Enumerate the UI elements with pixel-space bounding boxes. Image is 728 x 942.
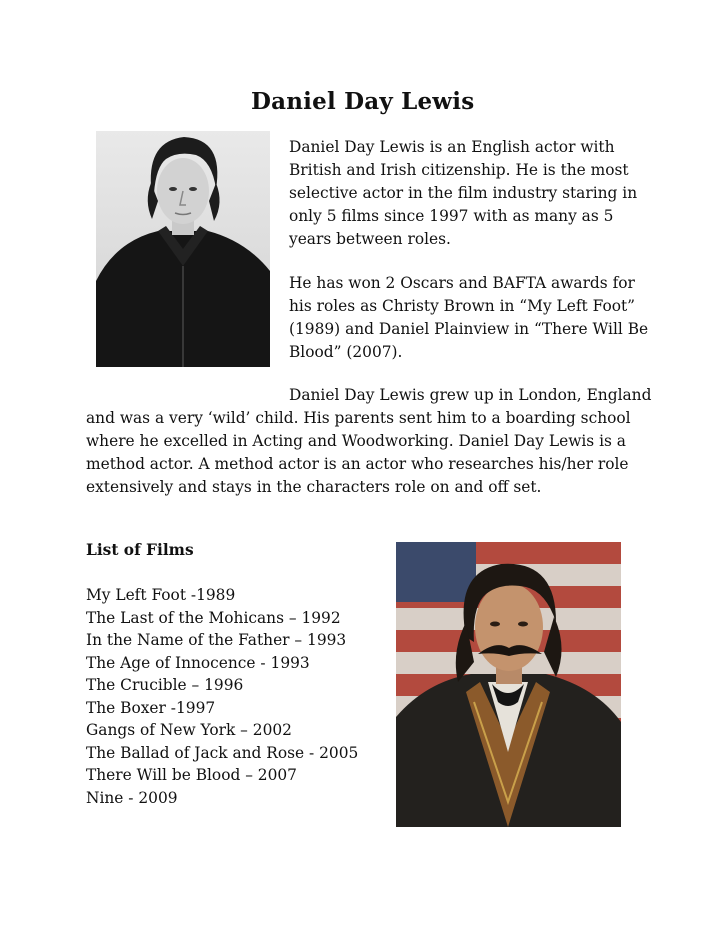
film-item: The Ballad of Jack and Rose - 2005	[86, 743, 359, 762]
film-item: The Crucible – 1996	[86, 676, 244, 694]
early-life-paragraph	[86, 384, 656, 499]
intro-paragraph: Daniel Day Lewis is an English actor with British and Irish citizenship. He is the most selective actor in the film industry staring in only 5 films since 1997 with as many as 5 years between roles.	[289, 138, 638, 248]
film-item: Nine - 2009	[86, 788, 178, 807]
portrait-photo	[96, 131, 270, 367]
page-title: Daniel Day Lewis	[251, 88, 475, 115]
film-item: The Last of the Mohicans – 1992	[86, 608, 341, 627]
film-item: Gangs of New York – 2002	[86, 721, 292, 739]
film-list	[86, 584, 358, 809]
film-item: The Age of Innocence - 1993	[86, 653, 310, 672]
early-life-text: Daniel Day Lewis grew up in London, England and was a very ‘wild’ child. His parents sent him to a boarding school where he excelled in Acting and Woodworking. Daniel Day Lewis is a method actor. A method actor is an actor who researches his/her role extensively and stays in the characters role on and off set.	[86, 386, 652, 496]
film-item: In the Name of the Father – 1993	[86, 631, 347, 649]
films-heading: List of Films	[86, 541, 194, 559]
awards-paragraph: He has won 2 Oscars and BAFTA awards for his roles as Christy Brown in “My Left Foot” (1989) and Daniel Plainview in “There Will Be Blood” (2007).	[289, 274, 649, 361]
film-item: My Left Foot -1989	[86, 586, 236, 604]
film-item: The Boxer -1997	[86, 698, 216, 717]
character-photo	[396, 542, 621, 827]
film-item: There Will be Blood – 2007	[86, 766, 297, 784]
